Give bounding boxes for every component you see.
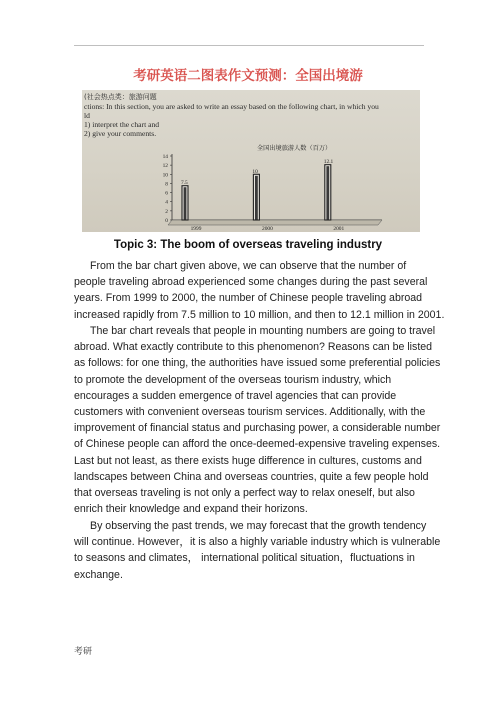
page-footer: 考研 — [74, 647, 93, 657]
paragraph-line: increased rapidly from 7.5 million to 10 million, and then to 12.1 million in 2001. — [74, 308, 445, 321]
paragraph-line: By observing the past trends, we may forecast that the growth tendency — [90, 520, 427, 532]
paragraph-line: to seasons and climates， international political situation，fluctuations in — [74, 552, 415, 565]
chart-floor — [168, 220, 382, 225]
paragraph-line: encourages a sudden emergence of travel agencies that can provide — [74, 389, 397, 402]
scan-item-1: 1) interpret the chart and — [84, 120, 160, 129]
paragraph-1 — [74, 258, 445, 323]
y-tick-label: 14 — [162, 154, 168, 160]
scan-directions-cont: ld — [84, 111, 90, 120]
paragraph-line: years. From 1999 to 2000, the number of Chinese people traveling abroad — [74, 292, 423, 305]
paragraph-line: will continue. However，it is also a highly variable industry which is vulnerable — [74, 536, 441, 549]
x-tick-label: 1999 — [190, 226, 202, 232]
paragraph-line: abroad. What exactly contribute to this phenomenon? Reasons can be listed — [74, 341, 433, 354]
y-tick-label: 2 — [165, 208, 168, 215]
bar-inner-1999 — [184, 187, 187, 219]
y-tick-label: 0 — [165, 218, 168, 224]
bar-value-label: 10 — [252, 168, 258, 175]
scan-directions: ctions: In this section, you are asked to write an essay based on the following chart, in which you — [84, 102, 379, 111]
y-tick-label: 12 — [162, 163, 168, 170]
page-title: 考研英语二图表作文预测：全国出境游 — [133, 68, 363, 84]
y-tick-label: 10 — [162, 172, 168, 179]
bar-chart — [146, 148, 406, 232]
paragraph-line: From the bar chart given above, we can observe that the number of — [90, 260, 407, 272]
scan-item-2: 2) give your comments. — [84, 129, 157, 138]
paragraph-line: as follows: for one thing, the authorities have issued some preferential policies — [74, 357, 441, 370]
paragraph-line: landscapes between China and overseas countries, quite a few people hold — [74, 470, 429, 483]
y-tick-label: 8 — [165, 181, 168, 188]
paragraph-line: that overseas traveling is not only a perfect way to relax oneself, but also — [74, 487, 415, 500]
paragraph-line: of Chinese people can afford the once-deemed-expensive traveling expenses. — [74, 438, 441, 451]
paragraph-line: improvement of financial status and purchasing power, a considerable number — [74, 422, 441, 435]
bar-inner-2000 — [255, 176, 258, 220]
y-tick-label: 4 — [165, 199, 168, 206]
x-tick-label: 2000 — [262, 226, 273, 232]
paragraph-line: Last but not least, as there exists huge difference in cultures, customs and — [74, 454, 422, 467]
y-tick-label: 6 — [165, 190, 168, 197]
paragraph-2 — [74, 323, 441, 517]
paragraph-3 — [74, 518, 441, 583]
scanned-exam-image — [82, 90, 420, 232]
paragraph-line: to promote the development of the overseas tourism industry, which — [74, 373, 392, 386]
paragraph-line: customers with convenient overseas tourism services. Additionally, with the — [74, 406, 426, 419]
x-tick-label: 2001 — [333, 226, 345, 232]
bar-inner-2001 — [326, 166, 329, 219]
scan-header: (社会热点类：旅游问题 — [84, 93, 157, 101]
paragraph-line: people traveling abroad experienced some changes during the past several — [74, 276, 428, 289]
paragraph-line: enrich their knowledge and expand their horizons. — [74, 503, 308, 516]
chart-title: 全国出境旅游人数（百万） — [257, 145, 332, 152]
header-rule — [74, 45, 424, 46]
paragraph-line: exchange. — [74, 568, 123, 581]
essay-topic: Topic 3: The boom of overseas traveling industry — [113, 239, 383, 251]
bar-value-label: 7.5 — [181, 180, 188, 187]
paragraph-line: The bar chart reveals that people in mounting numbers are going to travel — [90, 325, 436, 337]
bar-value-label: 12.1 — [323, 159, 334, 166]
